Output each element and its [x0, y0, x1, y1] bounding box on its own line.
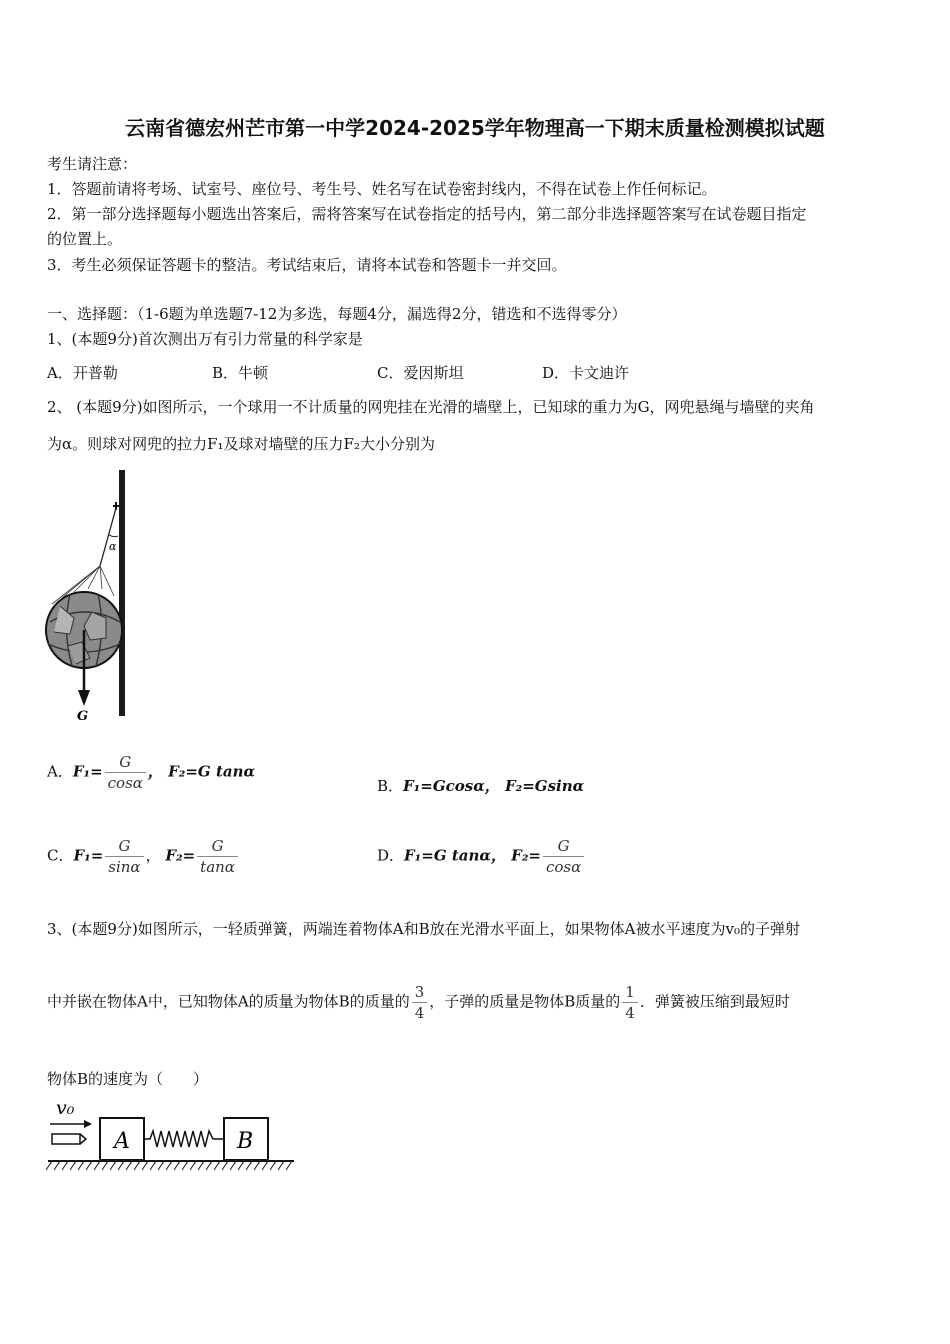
q2-option-a: A．F₁= $\frac{G}{\cos\alpha}$ ， F₂=G tanα	[47, 753, 256, 792]
q1-option-c: C．爱因斯坦	[377, 364, 464, 382]
q1-stem: 1、(本题9分)首次测出万有引力常量的科学家是	[47, 330, 363, 348]
ball-net-figure	[40, 462, 150, 727]
bullet	[52, 1134, 80, 1144]
spring-blocks-figure	[44, 1094, 299, 1174]
q3-stem-line1: 3、(本题9分)如图所示，一轻质弹簧，两端连着物体A和B放在光滑水平面上，如果物体A被水平速度为v₀的子弹射	[47, 920, 800, 938]
block-a-label: A	[114, 1129, 130, 1154]
section-heading: 一、选择题：（1-6题为单选题7-12为多选，每题4分，漏选得2分，错选和不选得零分）	[47, 305, 627, 323]
q3-stem-line3: 物体B的速度为（ ）	[47, 1070, 209, 1088]
notice-item: 的位置上。	[47, 230, 123, 248]
q2-option-d: D．F₁=G tanα， F₂= $\frac{G}{\cos\alpha}$	[377, 836, 586, 877]
angle-label: α	[109, 540, 117, 553]
notice-heading: 考生请注意：	[47, 155, 138, 173]
notice-item: 1．答题前请将考场、试室号、座位号、考生号、姓名写在试卷密封线内，不得在试卷上作任何标记。	[47, 180, 717, 198]
q2-stem-line2: 为α。则球对网兜的拉力F₁及球对墙壁的压力F₂大小分别为	[47, 435, 435, 453]
q2-option-c: C．F₁= $\frac{G}{\sin\alpha}$ ， F₂= $\frac{G}{\tan\alpha}$	[47, 836, 240, 877]
velocity-label: v₀	[56, 1097, 75, 1119]
q3-stem-line2: 中并嵌在物体A中，已知物体A的质量为物体B的质量的 $\frac{3}{4}$ ，子弹的质量是物体B质量的 $\frac{1}{4}$ ．弹簧被压缩到最短时	[47, 983, 790, 1022]
notice-item: 2．第一部分选择题每小题选出答案后，需将答案写在试卷指定的括号内，第二部分非选择题答案写在试卷题目指定	[47, 205, 807, 223]
q1-option-a: A．开普勒	[47, 364, 118, 382]
notice-item: 3．考生必须保证答题卡的整洁。考试结束后，请将本试卷和答题卡一并交回。	[47, 256, 567, 274]
block-b-label: B	[237, 1129, 254, 1154]
q1-option-b: B．牛顿	[212, 364, 269, 382]
q2-stem-line1: 2、 (本题9分)如图所示，一个球用一不计质量的网兜挂在光滑的墙壁上，已知球的重力为G，网兜悬绳与墙壁的夹角	[47, 398, 815, 416]
gravity-label: G	[77, 709, 89, 724]
q1-option-d: D．卡文迪许	[542, 364, 630, 382]
spring	[144, 1131, 224, 1147]
q2-option-b: B．F₁=Gcosα， F₂=Gsinα	[377, 777, 585, 795]
page-title: 云南省德宏州芒市第一中学2024-2025学年物理高一下期末质量检测模拟试题	[125, 116, 825, 140]
